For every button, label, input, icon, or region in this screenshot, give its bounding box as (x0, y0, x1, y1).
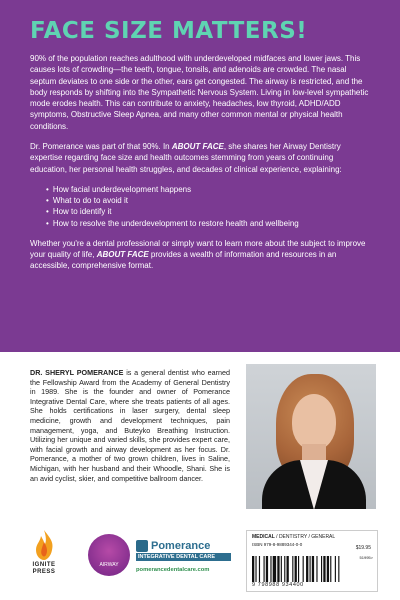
topics-list (46, 184, 370, 229)
barcode-bars (252, 556, 372, 582)
publisher-logos (28, 528, 228, 588)
list-item: • How to resolve the underdevelopment to restore health and wellbeing (46, 218, 370, 229)
pomerance-logo (136, 540, 231, 576)
tooth-icon (136, 540, 148, 552)
list-item: • What to do to avoid it (46, 195, 370, 206)
author-bio-text: is a general dentist who earned the Fellowship Award from the Academy of General Dentistry in 1989. She is the founder and owner of Pomerance Integrative Dental Care, where she treats patients of all ages. She holds certifications in laser surgery, dental sleep medicine, growth and development techniques, pain management, yoga, and Buteyko Breathing Instruction. Utilizing her unique and varied skills, she provides expert care, with facial growth and airway development as her focus. Dr. Pomerance, a mother of two grown children, lives in Saline, Michigan, with her husband and their Whoodle, Shani. She is an avid cyclist, skier, and competitive ballroom dancer. (30, 368, 230, 483)
list-item: • How facial underdevelopment happens (46, 184, 370, 195)
isbn-label: ISBN 979-8-9889344-0-0 (252, 542, 303, 547)
author-paragraph-start: Dr. Pomerance was part of that 90%. In (30, 142, 172, 152)
price-label: $19.95 (355, 545, 371, 551)
author-name: DR. SHERYL POMERANCE (30, 368, 124, 377)
author-photo (246, 364, 376, 509)
ignite-press-logo (28, 528, 60, 586)
barcode-panel (246, 530, 378, 592)
author-bio (30, 368, 230, 483)
ignite-line-1: IGNITE (32, 562, 56, 568)
ignite-line-2: PRESS (32, 569, 56, 575)
list-item: • How to identify it (46, 206, 370, 217)
airway-logo-label: AIRWAY (99, 562, 119, 568)
category-label (252, 534, 372, 540)
book-title-inline-2: ABOUT FACE (96, 250, 149, 260)
category-rest: / DENTISTRY / GENERAL (274, 534, 336, 540)
flame-icon (28, 528, 60, 562)
pomerance-url: pomerancedentalcare.com (136, 567, 210, 573)
price-code: 51995> (359, 555, 373, 560)
category-main: MEDICAL (252, 534, 275, 540)
book-title-inline: ABOUT FACE (171, 142, 224, 152)
pomerance-name: Pomerance (151, 540, 211, 552)
author-paragraph-end: , she shares her Airway Dentistry expertise regarding face size and health outcomes stemming from years of continuing education, her personal health struggles, and decades of clinical experience, explaining: (30, 142, 342, 174)
author-section (0, 352, 400, 600)
author-paragraph (30, 141, 370, 175)
closing-paragraph (30, 238, 370, 272)
intro-paragraph: 90% of the population reaches adulthood with underdeveloped midfaces and lower jaws. This causes lots of crowding—the teeth, tongue, tonsils, and adenoids are crowded. The nasal septum deviates to one side or the other, ears get congested. The airway is restricted, and the body responds by shifting into the Sympathetic Nervous System. Living in low-level sympathetic mode erodes health. This can contribute to anxiety, headaches, low thyroid, ADHD/ADD symptoms, Obstructive Sleep Apnea, and many other common mental or physical health conditions. (30, 54, 369, 131)
pomerance-subtitle: INTEGRATIVE DENTAL CARE (136, 553, 231, 561)
headline: FACE SIZE MATTERS! (30, 18, 308, 44)
closing-paragraph-start: Whether you're a dental professional or simply want to learn more about the subject to improve your quality of life, (30, 238, 366, 260)
closing-paragraph-end: provides a wealth of information and resources in an accessible, comprehensive format. (30, 250, 337, 271)
barcode-number: 9 798988 934400 (252, 582, 304, 588)
airway-logo (88, 534, 130, 576)
